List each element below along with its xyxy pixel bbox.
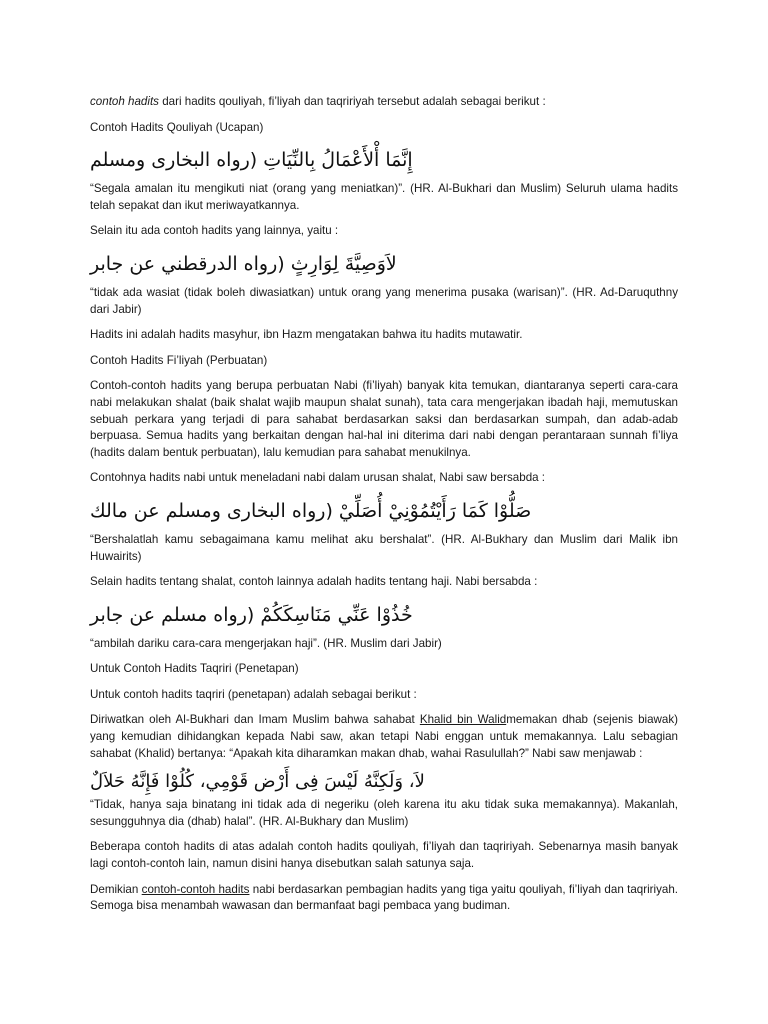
contoh-hadits-link[interactable]: contoh-contoh hadits	[141, 882, 250, 896]
paragraph-taqriri-intro: Untuk contoh hadits taqriri (penetapan) adalah sebagai berikut :	[90, 687, 417, 701]
paragraph-translation-4: “ambilah dariku cara-cara mengerjakan haji”. (HR. Muslim dari Jabir)	[90, 636, 442, 650]
closing-after: nabi berdasarkan pembagian hadits yang tiga yaitu qouliyah, fi’liyah dan taqririyah. Semoga bisa menambah wawasan dan bermanfaat bagi pembaca yang budiman.	[90, 882, 679, 913]
intro-italic: contoh hadits	[90, 95, 159, 108]
arabic-hadith-3: صَلُّوْا كَمَا رَأَيْتُمُوْنِيْ أُصَلِّيْ (رواه البخارى ومسلم عن مالك	[90, 499, 532, 522]
paragraph-khalid-story	[90, 712, 678, 762]
paragraph-masyhur: Hadits ini adalah hadits masyhur, ibn Hazm mengatakan bahwa itu hadits mutawatir.	[90, 328, 523, 342]
closing-before: Demikian	[90, 882, 142, 896]
paragraph-closing	[90, 882, 678, 915]
arabic-hadith-4: خُذُوْا عَنِّي مَنَاسِكَكُمْ (رواه مسلم عن جابر	[90, 603, 413, 626]
paragraph-shalat-intro: Contohnya hadits nabi untuk meneladani nabi dalam urusan shalat, Nabi saw bersabda :	[90, 471, 546, 485]
paragraph-summary: Beberapa contoh hadits di atas adalah contoh hadits qouliyah, fi’liyah dan taqririyah. Sebenarnya masih banyak lagi contoh-contoh lain, namun disini hanya disebutkan salah satunya saja.	[90, 840, 678, 871]
khalid-bin-walid-link[interactable]: Khalid bin Walid	[419, 713, 507, 727]
paragraph-translation-2: “tidak ada wasiat (tidak boleh diwasiatkan) untuk orang yang menerima pusaka (warisan)”. (HR. Ad-Daruquthny dari Jabir)	[90, 285, 678, 316]
khalid-story-before: Diriwatkan oleh Al-Bukhari dan Imam Muslim bahwa sahabat	[90, 713, 420, 727]
arabic-hadith-5: لاَ، وَلَكِنَّهُ لَيْسَ فِى أَرْض قَوْمِي، كُلُوْا فَإِنَّهُ حَلاَلٌ	[90, 771, 425, 793]
document-body	[90, 94, 678, 924]
paragraph-translation-5: “Tidak, hanya saja binatang ini tidak ada di negeriku (oleh karena itu aku tidak suka memakannya). Makanlah, sesungguhnya dia (dhab) halal”. (HR. Al-Bukhary dan Muslim)	[90, 798, 678, 828]
paragraph-translation-3: “Bershalatlah kamu sebagaimana kamu melihat aku bershalat”. (HR. Al-Bukhary dan Muslim dari Malik ibn Huwairits)	[90, 532, 678, 563]
intro-text: dari hadits qouliyah, fi’liyah dan taqririyah tersebut adalah sebagai berikut :	[158, 95, 546, 108]
heading-qouliyah: Contoh Hadits Qouliyah (Ucapan)	[90, 120, 264, 134]
intro-paragraph	[90, 94, 678, 111]
arabic-hadith-2: لاَوَصِيَّةَ لِوَارِثٍ (رواه الدرقطني عن جابر	[90, 252, 397, 275]
heading-taqriri: Untuk Contoh Hadits Taqriri (Penetapan)	[90, 662, 299, 676]
paragraph-filiyah-description: Contoh-contoh hadits yang berupa perbuatan Nabi (fi’liyah) banyak kita temukan, diantaranya seperti cara-cara nabi melakukan shalat (baik shalat wajib maupun shalat sunah), tata cara mengerjakan ibadah haji, memutuskan sebuah perkara yang terjadi di para sahabat berdasarkan saksi dan berdasarkan sumpah, dan adab-adab berpuasa. Semua hadits yang berkaitan dengan hal-hal ini diterima dari nabi dengan perantaraan sunnah fi’liya (hadits dalam bentuk perbuatan), lalu kemudian para sahabat menukilnya.	[90, 379, 678, 459]
arabic-hadith-1: إِنَّمَا أْلأَعْمَالُ بِالنِّيَاتِ (رواه البخارى ومسلم	[90, 149, 413, 172]
paragraph-translation-1: “Segala amalan itu mengikuti niat (orang yang meniatkan)”. (HR. Al-Bukhari dan Muslim) Seluruh ulama hadits telah sepakat dan ikut meriwayatkannya.	[90, 182, 678, 212]
khalid-story-after: memakan dhab (sejenis biawak) yang kemudian dihidangkan kepada Nabi saw, akan tetapi Nabi enggan untuk memakannya. Lalu sebagian sahabat (Khalid) bertanya: “Apakah kita diharamkan makan dhab, wahai Rasulullah?” Nabi saw menjawab :	[90, 713, 679, 760]
heading-filiyah: Contoh Hadits Fi’liyah (Perbuatan)	[90, 353, 268, 367]
paragraph-other-example: Selain itu ada contoh hadits yang lainnya, yaitu :	[90, 224, 339, 238]
paragraph-haji-intro: Selain hadits tentang shalat, contoh lainnya adalah hadits tentang haji. Nabi bersabda :	[90, 575, 538, 589]
